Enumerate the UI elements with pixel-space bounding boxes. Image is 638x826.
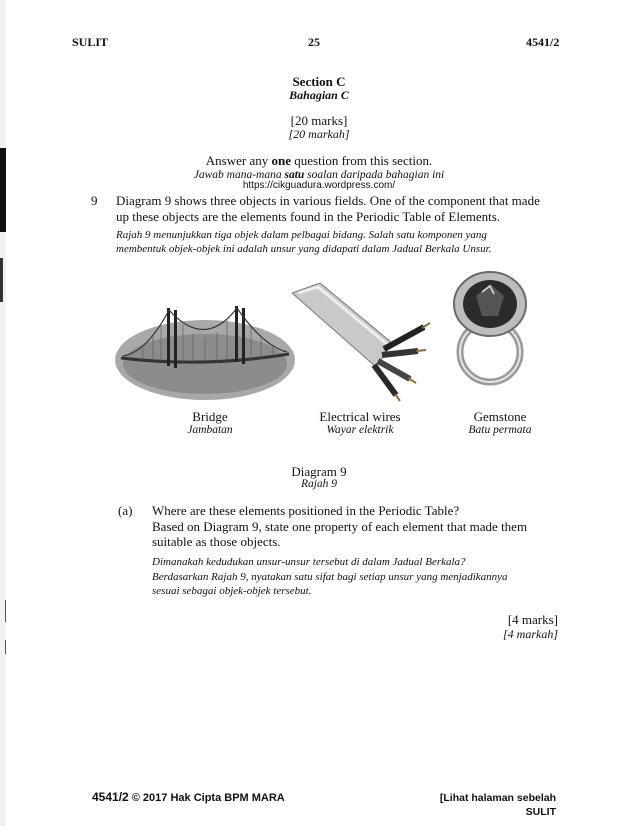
wire-core [382, 351, 418, 355]
page-number: 25 [308, 35, 320, 49]
wires-label-ms: Wayar elektrik [326, 424, 394, 436]
scan-mark [0, 148, 6, 232]
scan-mark [5, 640, 6, 654]
section-title-ms: Bahagian C [289, 88, 349, 102]
part-a-question: Where are these elements positioned in the Periodic Table? Based on Diagram 9, state one property of each element that made them suitable as those objects. [152, 503, 528, 549]
question-number: 9 [91, 193, 98, 208]
instruction: Answer any one question from this section. [205, 153, 433, 168]
part-a-label: (a) [118, 503, 133, 518]
wire-sheath [292, 283, 392, 367]
scan-mark [0, 258, 3, 302]
bridge-label-ms: Jambatan [187, 424, 233, 436]
page-edge [0, 0, 6, 826]
gemstone-label-ms: Batu permata [468, 424, 532, 436]
footer-next-page: [Lihat halaman sebelah SULIT [439, 792, 556, 818]
section-marks: [20 marks] [290, 113, 348, 128]
diagram-caption-ms: Rajah 9 [300, 478, 338, 490]
wire-core [384, 327, 424, 349]
gemstone-label: Gemstone [473, 409, 527, 424]
bridge-tower [235, 306, 238, 362]
section-title: Section C [292, 74, 346, 89]
paper-code: 4541/2 [526, 35, 560, 49]
instruction-ms: Jawab mana-mana satu soalan daripada bahagian ini [193, 169, 445, 181]
part-a-question-ms: Dimanakah kedudukan unsur-unsur tersebut di dalam Jadual Berkala? Berdasarkan Rajah 9, nyatakan satu sifat bagi setiap unsur yang menjadikannya sesuai sebagai objek-objek tersebut. [152, 556, 508, 597]
diagram-caption: Diagram 9 [291, 464, 347, 479]
footer-copyright: 4541/2 © 2017 Hak Cipta BPM MARA [92, 790, 285, 804]
wires-label: Electrical wires [319, 409, 401, 424]
bridge-tower [167, 308, 170, 366]
gemstone-ring-image [440, 268, 540, 386]
question-text: Diagram 9 shows three objects in various fields. One of the component that made up these objects are the elements found in the Periodic Table of Elements. [116, 193, 540, 224]
scan-mark [5, 600, 6, 622]
bridge-image [113, 280, 297, 404]
part-a-marks: [4 marks] [507, 612, 558, 627]
electrical-wires-image [292, 283, 432, 403]
part-a-marks-ms: [4 markah] [502, 627, 558, 641]
section-marks-ms: [20 markah] [288, 127, 350, 141]
source-url: https://cikguadura.wordpress.com/ [242, 180, 396, 191]
header-sulit: SULIT [72, 35, 109, 49]
bridge-label: Bridge [192, 409, 228, 424]
question-text-ms: Rajah 9 menunjukkan tiga objek dalam pelbagai bidang. Salah satu komponen yang membentuk objek-objek ini adalah unsur yang didapati dalam Jadual Berkala Unsur. [116, 229, 492, 255]
